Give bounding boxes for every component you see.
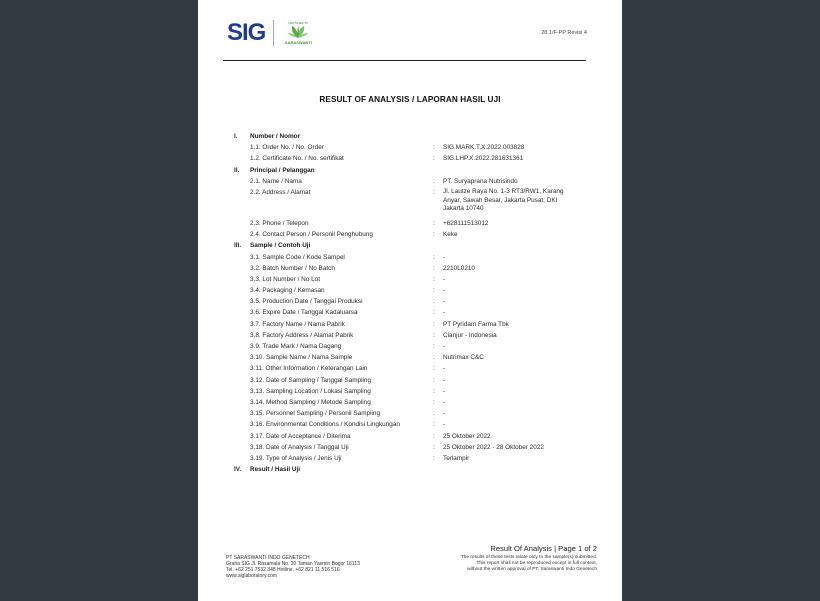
field-row xyxy=(198,319,622,330)
field-label: 3.4. Packaging / Kemasan xyxy=(250,287,325,295)
field-value: - xyxy=(443,387,446,395)
field-value: 2210L0210 xyxy=(443,264,475,272)
field-label: 3.16. Environmental Conditions / Kondisi Lingkungan xyxy=(250,421,400,429)
field-value: - xyxy=(443,287,446,295)
field-colon: : xyxy=(433,144,435,152)
field-colon: : xyxy=(433,331,435,339)
field-label: 2.2. Address / Alamat xyxy=(250,188,311,196)
field-value: Keke xyxy=(443,231,458,239)
field-colon: : xyxy=(433,387,435,395)
footer-company-name: PT SARASWANTI INDO GENETECH xyxy=(226,555,310,561)
field-row xyxy=(198,363,622,374)
document-page xyxy=(198,0,622,601)
field-value: - xyxy=(443,365,446,373)
field-label: 2.4. Contact Person / Personil Penghubung xyxy=(250,231,373,239)
field-colon: : xyxy=(433,298,435,306)
field-label: 3.15. Personnel Sampling / Personil Sampling xyxy=(250,410,381,418)
field-label: 3.8. Factory Address / Alamat Pabrik xyxy=(250,331,354,339)
saraswanti-certified-text: CERTIFIED BY xyxy=(288,21,309,25)
field-row xyxy=(198,252,622,263)
field-row xyxy=(198,229,622,240)
field-colon: : xyxy=(433,410,435,418)
field-row xyxy=(198,419,622,430)
field-row xyxy=(198,341,622,352)
field-label: 3.9. Trade Mark / Nama Dagang xyxy=(250,343,342,350)
field-label: 3.17. Date of Acceptance / Diterima xyxy=(250,432,351,440)
field-row xyxy=(198,176,622,187)
section-row xyxy=(198,165,622,176)
field-colon: : xyxy=(433,231,435,239)
field-colon: : xyxy=(433,177,435,185)
field-row xyxy=(198,285,622,296)
disclaimer-line: The results of these tests relate only to the sample(s) submitted. xyxy=(460,555,597,560)
page-indicator: Result Of Analysis | Page 1 of 2 xyxy=(490,544,597,553)
field-value: - xyxy=(443,253,446,261)
field-colon: : xyxy=(433,421,435,429)
field-row xyxy=(198,397,622,408)
field-colon: : xyxy=(433,365,435,373)
field-row xyxy=(198,296,622,307)
field-row xyxy=(198,431,622,442)
section-label: Principal / Pelanggan xyxy=(250,166,315,174)
header-divider xyxy=(223,60,586,61)
field-row xyxy=(198,142,622,153)
field-colon: : xyxy=(433,343,435,350)
document-code: 28.1/F-PP Revisi 4 xyxy=(541,30,587,36)
field-value: - xyxy=(443,309,446,317)
field-value: - xyxy=(443,421,446,429)
field-value: - xyxy=(443,343,446,350)
report-title: RESULT OF ANALYSIS / LAPORAN HASIL UJI xyxy=(319,95,501,104)
field-colon: : xyxy=(433,454,435,462)
footer-contact: Tel. +62 251 7532 348 Hotline. +62 821 11 516 516 xyxy=(226,567,340,574)
field-label: 3.13. Sampling Location / Lokasi Sampling xyxy=(250,387,371,395)
field-colon: : xyxy=(433,354,435,362)
field-row xyxy=(198,307,622,318)
footer-disclaimer xyxy=(407,555,597,573)
field-value: - xyxy=(443,376,446,384)
field-row xyxy=(198,442,622,453)
field-colon: : xyxy=(433,264,435,272)
section-row xyxy=(198,464,622,475)
section-label: Result / Hasil Uji xyxy=(250,466,301,474)
field-label: 2.1. Name / Nama xyxy=(250,177,302,185)
field-label: 1.2. Certificate No. / No. sertifikat xyxy=(250,155,344,163)
logo-divider xyxy=(273,20,274,46)
field-colon: : xyxy=(433,188,435,196)
field-value: Cianjur - Indonesia xyxy=(443,331,497,339)
field-value: 25 Oktober 2022 - 28 Oktober 2022 xyxy=(443,443,544,451)
section-number: II. xyxy=(234,166,240,174)
field-value: - xyxy=(443,298,446,306)
field-row xyxy=(198,263,622,274)
section-row xyxy=(198,240,622,251)
field-colon: : xyxy=(433,398,435,406)
field-label: 3.14. Method Sampling / Metode Sampling xyxy=(250,398,371,406)
sig-logo: SIG xyxy=(227,19,266,46)
field-row xyxy=(198,352,622,363)
field-colon: : xyxy=(433,432,435,440)
field-row xyxy=(198,187,622,218)
field-value: SIG.MARK.T.X.2022.003828 xyxy=(443,144,525,152)
disclaimer-line: without the written approval of PT. Saraswanti Indo Genetech xyxy=(467,567,597,572)
field-label: 3.2. Batch Number / No Batch xyxy=(250,264,335,272)
field-value: - xyxy=(443,398,446,406)
field-colon: : xyxy=(433,155,435,163)
field-label: 3.11. Other Information / Keterangan Lain xyxy=(250,365,368,373)
section-number: III. xyxy=(234,242,242,250)
field-label: 3.1. Sample Code / Kode Sampel xyxy=(250,253,345,261)
field-row xyxy=(198,375,622,386)
footer-website: www.siglaboratory.com xyxy=(226,573,278,580)
saraswanti-name: SARASWANTI xyxy=(284,40,312,45)
field-value: PT. Suryaprana Nutrisindo xyxy=(443,177,518,185)
field-label: 3.12. Date of Sampling / Tanggal Sampling xyxy=(250,376,372,384)
section-label: Sample / Contoh Uji xyxy=(250,242,311,250)
field-row xyxy=(198,274,622,285)
leaf-icon xyxy=(288,25,308,39)
section-row xyxy=(198,131,622,142)
field-value: Terlampir xyxy=(443,454,470,462)
field-value: Nutrimax C&C xyxy=(443,354,484,362)
field-row xyxy=(198,330,622,341)
field-value: +628111513012 xyxy=(443,219,489,227)
field-row xyxy=(198,408,622,419)
field-row xyxy=(198,153,622,164)
field-label: 3.3. Lot Number / No Lot xyxy=(250,275,320,283)
field-label: 3.18. Date of Analysis / Tanggal Uji xyxy=(250,443,349,451)
field-label: 1.1. Order No. / No. Order xyxy=(250,144,324,152)
section-number: IV. xyxy=(234,466,242,474)
field-value: Jl. Lautze Raya No. 1-3 RT3/RW1, Karang Anyar, Sawah Besar, Jakarta Pusat, DKI Jakarta 10740 xyxy=(443,188,564,213)
field-value: PT Pyridam Farma Tbk xyxy=(443,320,509,328)
field-row xyxy=(198,453,622,464)
report-fields xyxy=(198,131,622,475)
field-value: - xyxy=(443,275,446,283)
field-colon: : xyxy=(433,443,435,451)
field-row xyxy=(198,386,622,397)
field-value: SIG.LHP.X.2022.281631361 xyxy=(443,155,524,163)
field-label: 2.3. Phone / Telepon xyxy=(250,219,309,227)
field-label: 3.19. Type of Analysis / Jenis Uji xyxy=(250,454,342,462)
field-colon: : xyxy=(433,253,435,261)
section-number: I. xyxy=(234,133,238,140)
section-label: Number / Nomor xyxy=(250,133,301,140)
field-colon: : xyxy=(433,376,435,384)
footer-address: Graha SIG Jl. Rasamala No. 20 Taman Yasmin Bogor 16113 xyxy=(226,561,360,568)
field-value: 25 Oktober 2022 xyxy=(443,432,491,440)
company-logo xyxy=(227,18,315,48)
saraswanti-logo xyxy=(281,21,315,45)
field-colon: : xyxy=(433,275,435,283)
field-value: - xyxy=(443,410,446,418)
field-colon: : xyxy=(433,309,435,317)
disclaimer-line: This report shall not be reproduced except in full context, xyxy=(476,561,597,566)
field-colon: : xyxy=(433,320,435,328)
footer-company-info xyxy=(226,555,360,579)
field-colon: : xyxy=(433,287,435,295)
field-label: 3.6. Expire Date / Tanggal Kadaluarsa xyxy=(250,309,358,317)
field-label: 3.5. Production Date / Tanggal Produksi xyxy=(250,298,363,306)
field-label: 3.7. Factory Name / Nama Pabrik xyxy=(250,320,345,328)
field-label: 3.10. Sample Name / Nama Sample xyxy=(250,354,353,362)
field-colon: : xyxy=(433,219,435,227)
field-row xyxy=(198,218,622,229)
